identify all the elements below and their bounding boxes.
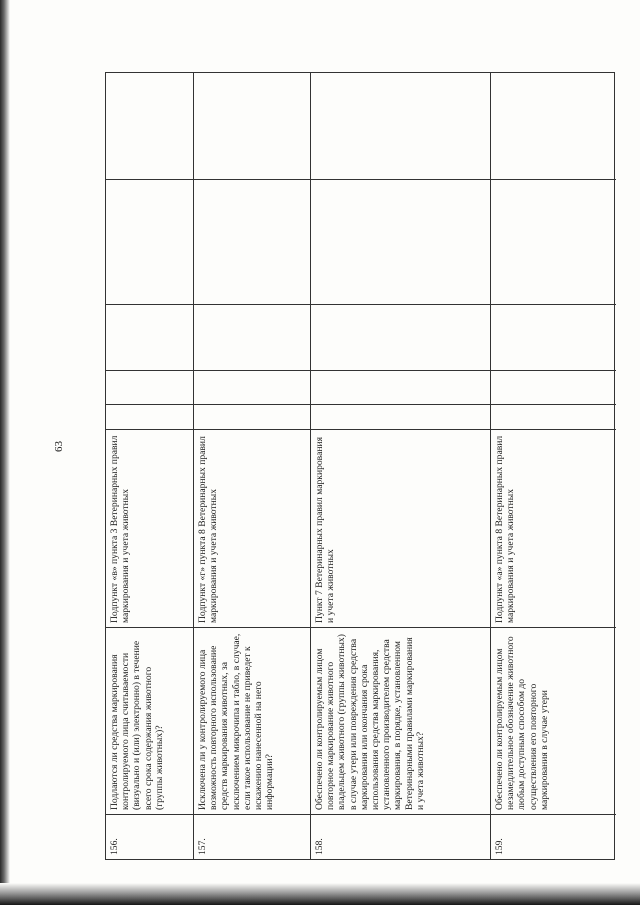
empty-cell [491,404,616,429]
empty-cell [106,304,193,370]
scan-edge-bottom [0,883,640,905]
empty-cell [491,304,616,370]
empty-cell [106,404,193,429]
empty-cell [311,179,490,304]
empty-cell [194,370,310,404]
checklist-table [105,72,615,860]
table-row [491,73,616,859]
row-question: Обеспечено ли контролируемым лицом незамедлительное обозначение животного любым доступным способом до осуществления его повторного маркирования в случае утери [491,627,616,814]
page-number: 63 [53,441,65,452]
empty-cell [194,304,310,370]
empty-cell [311,304,490,370]
empty-cell [311,71,490,179]
scan-edge-left [0,0,10,905]
row-reference: Подпункт «г» пункта 8 Ветеринарных правил маркирования и учета животных [194,429,310,627]
empty-cell [194,179,310,304]
row-question: Обеспечено ли контролируемым лицом повторное маркирование животного владельцем животного (группы животных) в случае утери или повреждения средства маркирования или окончания срока использования средства маркирования, установленного производителем средства маркирования, в порядке, установленном Ветеринарными правилами маркирования и учета животных? [311,627,490,814]
table-row [311,73,491,859]
empty-cell [311,404,490,429]
empty-cell [106,179,193,304]
row-number: 159. [491,814,616,859]
empty-cell [491,71,616,179]
empty-cell [491,370,616,404]
empty-cell [491,179,616,304]
row-reference: Подпункт «в» пункта 3 Ветеринарных правил маркирования и учета животных [106,429,193,627]
table-row [194,73,311,859]
row-question: Подлаются ли средства маркирования контролируемого лица считываемости (визуально и (или) электронно) в течение всего срока содержания животного (группы животных)? [106,627,193,814]
empty-cell [106,370,193,404]
row-number: 156. [106,814,193,859]
table-row [106,73,194,859]
row-number: 158. [311,814,490,859]
empty-cell [194,404,310,429]
empty-cell [106,71,193,179]
empty-cell [194,71,310,179]
row-question: Исключена ли у контролируемого лица возможность повторного использование средств маркирования животных, за исключением микрочипа и табло, в случае, если такое использование не приведет к искажению нанесенной на него информации? [194,627,310,814]
row-number: 157. [194,814,310,859]
empty-cell [311,370,490,404]
row-reference: Пункт 7 Ветеринарных правил маркирования и учета животных [311,429,490,627]
row-reference: Подпункт «а» пункта 8 Ветеринарных правил маркирования и учета животных [491,429,616,627]
